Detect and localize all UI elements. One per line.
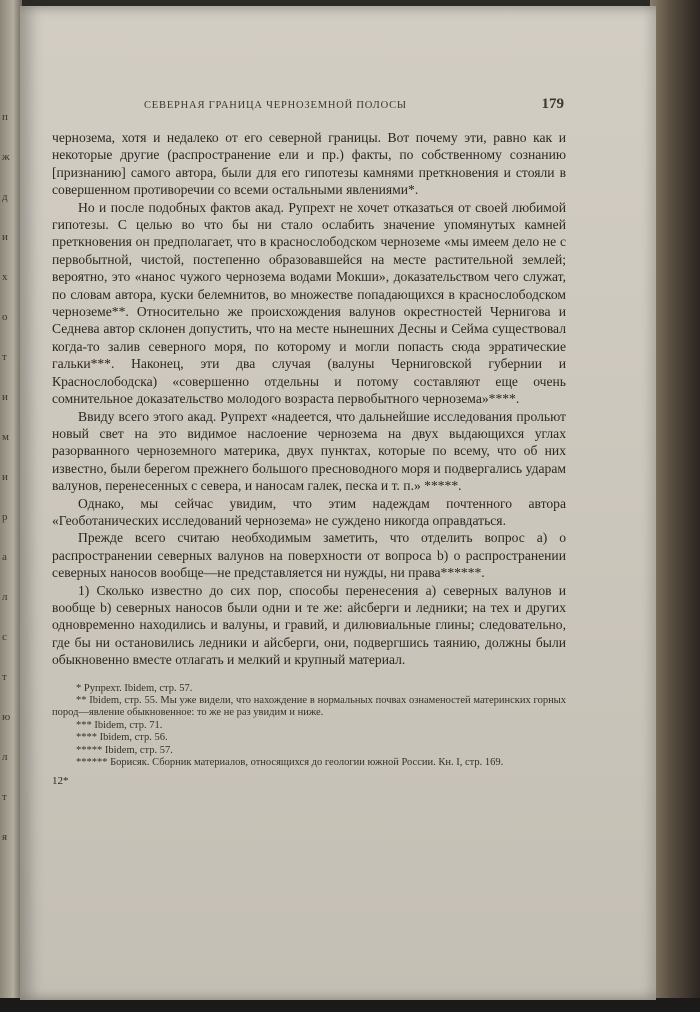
adjacent-page-letter: п xyxy=(2,111,8,123)
footnotes xyxy=(52,683,566,770)
footnote: ** Ibidem, стр. 55. Мы уже видели, что нахождение в нормальных почвах ознаменостей материнских горных пород—явление обыкновенное: то же не раз увидим и ниже. xyxy=(52,695,566,719)
paragraph: Однако, мы сейчас увидим, что этим надеждам почтенного автора «Геоботанических исследований чернозема» не суждено никогда оправдаться. xyxy=(52,495,566,528)
adjacent-page-letter: и xyxy=(2,471,8,483)
book-spine xyxy=(650,0,700,1012)
footnote: ****** Борисяк. Сборник материалов, относящихся до геологии южной России. Кн. I, стр. 169. xyxy=(76,757,504,769)
footnote: **** Ibidem, стр. 56. xyxy=(76,732,168,744)
bottom-shadow xyxy=(0,998,700,1012)
adjacent-page-letter: х xyxy=(2,271,8,283)
page-number: 179 xyxy=(541,96,564,112)
adjacent-page-letter: с xyxy=(2,631,7,643)
main-text xyxy=(52,129,566,669)
adjacent-page-letter: л xyxy=(2,591,8,603)
adjacent-page-letter: ю xyxy=(2,711,11,723)
running-header xyxy=(52,96,566,113)
adjacent-page-letter: т xyxy=(2,351,7,363)
adjacent-page-letter: а xyxy=(2,551,7,563)
adjacent-page-letter: т xyxy=(2,791,7,803)
book-page xyxy=(20,6,656,1000)
paragraph: Но и после подобных фактов акад. Рупрехт не хочет отказаться от своей любимой гипотезы. С целью во что бы ни стало ослабить значение упомянутых камней преткновения он предполагает, что в краснослободском черноземе «мы имеем дело не с первобытной, чистой, постепенно образовавшейся на месте растительной землей; вероятно, это «нанос чужого чернозема водами Мокши», доказательством чего служат, по словам автора, куски белемнитов, во множестве попадающихся в краснослободском черноземе**. Относительно же происхождения валунов окрестностей Чернигова и Седнева автор склонен допустить, что на месте нынешних Десны и Сейма существовал когда-то залив северного моря, по которому и могли попасть сюда эрратические гальки***. Наконец, эти два случая (валуны Черниговской губернии и Краснослободска) «совершенно отдельны и потому составляют еще очень сомнительное доказательство молодого возраста первобытного чернозема»****. xyxy=(52,199,566,407)
footnote: *** Ibidem, стр. 71. xyxy=(76,719,163,731)
paragraph: Прежде всего считаю необходимым заметить, что отделить вопрос a) о распространении северных валунов на поверхности от вопроса b) о распространении северных наносов вообще—не представляется ни нужды, ни права******. xyxy=(52,530,566,581)
adjacent-page-letter: р xyxy=(2,511,8,523)
footnote: * Рупрехт. Ibidem, стр. 57. xyxy=(76,682,193,694)
paragraph: Ввиду всего этого акад. Рупрехт «надеется, что дальнейшие исследования прольют новый свет на это видимое наслоение чернозема на двух выдающихся углах разорванного черноземного материка, двух пунктах, которые по всему, что об них известно, были берегом прежнего большого пресноводного моря и подвергались ударам валунов, перенесенных с севера, и наносам галек, песка и т. п.» *****. xyxy=(52,408,566,494)
running-title: СЕВЕРНАЯ ГРАНИЦА ЧЕРНОЗЕМНОЙ ПОЛОСЫ xyxy=(144,100,407,111)
adjacent-page-letter: л xyxy=(2,751,8,763)
adjacent-page-letter: м xyxy=(2,431,9,443)
signature-mark: 12* xyxy=(52,775,69,788)
adjacent-page-letter: о xyxy=(2,311,8,323)
adjacent-page-letter: д xyxy=(2,191,8,203)
adjacent-page-letter: и xyxy=(2,391,8,403)
adjacent-page-letter: ж xyxy=(2,151,10,163)
adjacent-page-letter: и xyxy=(2,231,8,243)
adjacent-page-letter: т xyxy=(2,671,7,683)
adjacent-page-letter: я xyxy=(2,831,8,843)
paragraph: 1) Сколько известно до сих пор, способы перенесения a) северных валунов и вообще b) северных наносов были одни и те же: айсберги и ледники; на тех и других одновременно находились и валуны, и гравий, и дилювиальные глины; следовательно, где бы ни остановились ледники и айсберги, они, подвергшись таянию, должны были обыкновенно вместе отлагать и мелкий и крупный материал. xyxy=(52,582,566,668)
footnote: ***** Ibidem, стр. 57. xyxy=(76,744,173,756)
page-content xyxy=(52,96,566,787)
paragraph: чернозема, хотя и недалеко от его северной границы. Вот почему эти, равно как и некоторые другие (распространение ели и пр.) факты, по собственному сознанию [признанию] самого автора, были для его гипотезы камнями преткновения и стояли в совершенном противоречии со всеми остальными явлениями*. xyxy=(52,130,566,198)
